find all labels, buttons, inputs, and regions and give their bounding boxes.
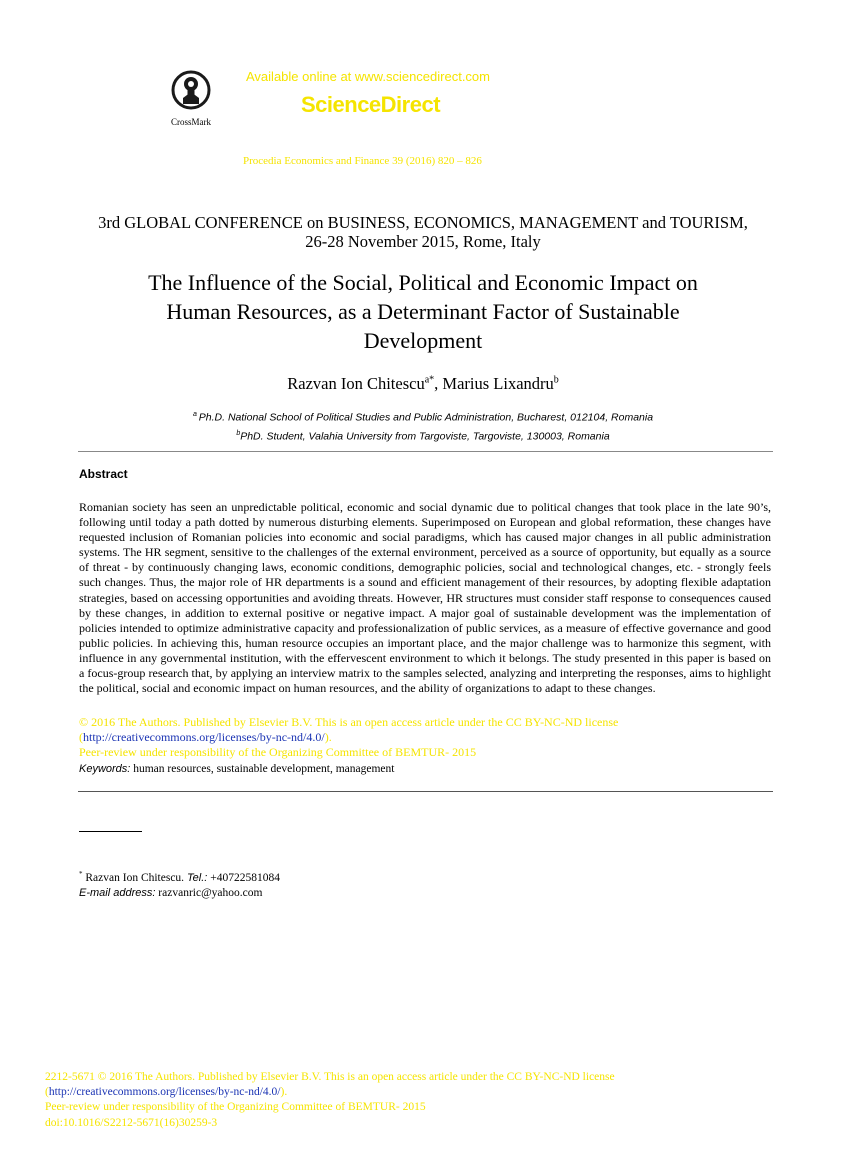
title-line-1: The Influence of the Social, Political and Economic Impact on	[148, 270, 698, 295]
affiliation-a-text: Ph.D. National School of Political Studies and Public Administration, Bucharest, 012104, Romania	[198, 411, 654, 424]
keywords-label: Keywords:	[79, 763, 131, 775]
footer-license-close-paren: ).	[280, 1086, 288, 1099]
license-line	[79, 730, 771, 745]
footnote-name: Razvan Ion Chitescu.	[82, 871, 187, 884]
footnote-tel-label: Tel.:	[186, 871, 208, 884]
footer-doi[interactable]: doi:10.1016/S2212-5671(16)30259-3	[45, 1116, 218, 1129]
keywords-line	[79, 763, 394, 775]
author-1-affiliation-mark: a*	[424, 374, 435, 386]
affiliation-a	[40, 407, 806, 426]
affiliation-a-mark: a	[192, 411, 199, 418]
peer-review-line: Peer-review under responsibility of the Organizing Committee of BEMTUR- 2015	[79, 745, 477, 760]
author-separator: ,	[434, 374, 443, 393]
conference-heading	[40, 213, 806, 251]
corresponding-author-footnote	[79, 867, 280, 901]
title-line-2: Human Resources, as a Determinant Factor of Sustainable	[166, 299, 680, 324]
footer-license-link[interactable]: http://creativecommons.org/licenses/by-nc-nd/4.0/	[48, 1086, 281, 1099]
author-1: Razvan Ion Chitescu	[287, 374, 425, 393]
affiliation-b-mark: b	[236, 429, 241, 437]
footnote-contact-line	[79, 867, 280, 886]
journal-reference: Procedia Economics and Finance 39 (2016) 820 – 826	[243, 155, 482, 167]
abstract-license-block	[79, 715, 771, 760]
footnote-email[interactable]: razvanric@yahoo.com	[155, 886, 263, 899]
footnote-tel: +40722581084	[207, 871, 280, 884]
affiliation-b-text: PhD. Student, Valahia University from Targoviste, Targoviste, 130003, Romania	[240, 430, 610, 442]
crossmark-label: CrossMark	[171, 117, 211, 127]
crossmark-badge[interactable]	[168, 70, 214, 127]
license-close-paren: ).	[324, 730, 332, 745]
abstract-bottom-rule	[78, 791, 773, 792]
footer-peer-review-line: Peer-review under responsibility of the Organizing Committee of BEMTUR- 2015	[45, 1101, 426, 1114]
abstract-heading: Abstract	[79, 467, 128, 481]
footnote-rule	[79, 831, 142, 832]
abstract-body: Romanian society has seen an unpredictable political, economic and social dynamic due to political changes that took place in the late 90’s, following until today a path dotted by numerous disturbing elements. Superimposed on European and global reformation, these changes have requested inclusion of Romanian policies into economic and social paradigms, which has caused major changes in all public administration systems. The HR segment, sensitive to the challenges of the external environment, perceived as a source of opportunity, but equally as a source of threat - by continuously changing laws, economic conditions, demographic policies, social and technological changes, etc. - strongly feels such changes. Thus, the major role of HR departments is a sound and efficient management of their resources, by adopting flexible adaptation strategies, based on accessing opportunities and avoiding threats. However, HR structures must consider staff response to consequences caused by these changes, in addition to external positive or negative impact. A major goal of sustainable development was the implementation of policies intended to optimize administrative capacity and professionalization of public services, as a measure of effective governance and good public policies. In achieving this, human resource occupies an important place, and the major challenge was to harmonize this segment, with influence in any governmental institution, with the effervescent environment to which it belongs. The study presented in this paper is based on a focus-group research that, by applying an interview matrix to the samples selected, analyzing and interpreting the responses, aims to highlight the political, social and economic impact on human resources, and the ability of organizations to adapt to these changes.	[79, 500, 771, 696]
affiliation-b	[40, 426, 806, 445]
footnote-email-line	[79, 886, 280, 901]
author-list	[40, 374, 806, 394]
conference-line-1: 3rd GLOBAL CONFERENCE on BUSINESS, ECONOMICS, MANAGEMENT and TOURISM,	[98, 213, 748, 232]
footer-license-line	[45, 1085, 615, 1100]
sciencedirect-logo: ScienceDirect	[301, 92, 441, 117]
footer-license-open-paren: (	[45, 1086, 49, 1099]
footnote-mark: *	[79, 870, 83, 878]
keywords-text: human resources, sustainable development, management	[130, 763, 395, 775]
license-open-paren: (	[79, 730, 83, 745]
paper-title	[70, 268, 776, 355]
title-line-3: Development	[363, 328, 483, 353]
page-footer	[45, 1070, 615, 1131]
crossmark-icon	[171, 70, 211, 110]
available-online-text[interactable]: Available online at www.sciencedirect.com	[246, 69, 490, 84]
license-link[interactable]: http://creativecommons.org/licenses/by-nc-nd/4.0/	[83, 730, 325, 745]
author-2: Marius Lixandru	[442, 374, 554, 393]
footnote-email-label: E-mail address:	[79, 886, 156, 899]
copyright-line: © 2016 The Authors. Published by Elsevier B.V. This is an open access article under the CC BY-NC-ND license	[79, 715, 619, 729]
affiliations	[40, 407, 806, 444]
footer-issn-line: 2212-5671 © 2016 The Authors. Published by Elsevier B.V. This is an open access article under the CC BY-NC-ND license	[45, 1071, 615, 1083]
conference-line-2: 26-28 November 2015, Rome, Italy	[305, 232, 541, 251]
abstract-top-rule	[78, 451, 773, 452]
author-2-affiliation-mark: b	[553, 374, 559, 386]
